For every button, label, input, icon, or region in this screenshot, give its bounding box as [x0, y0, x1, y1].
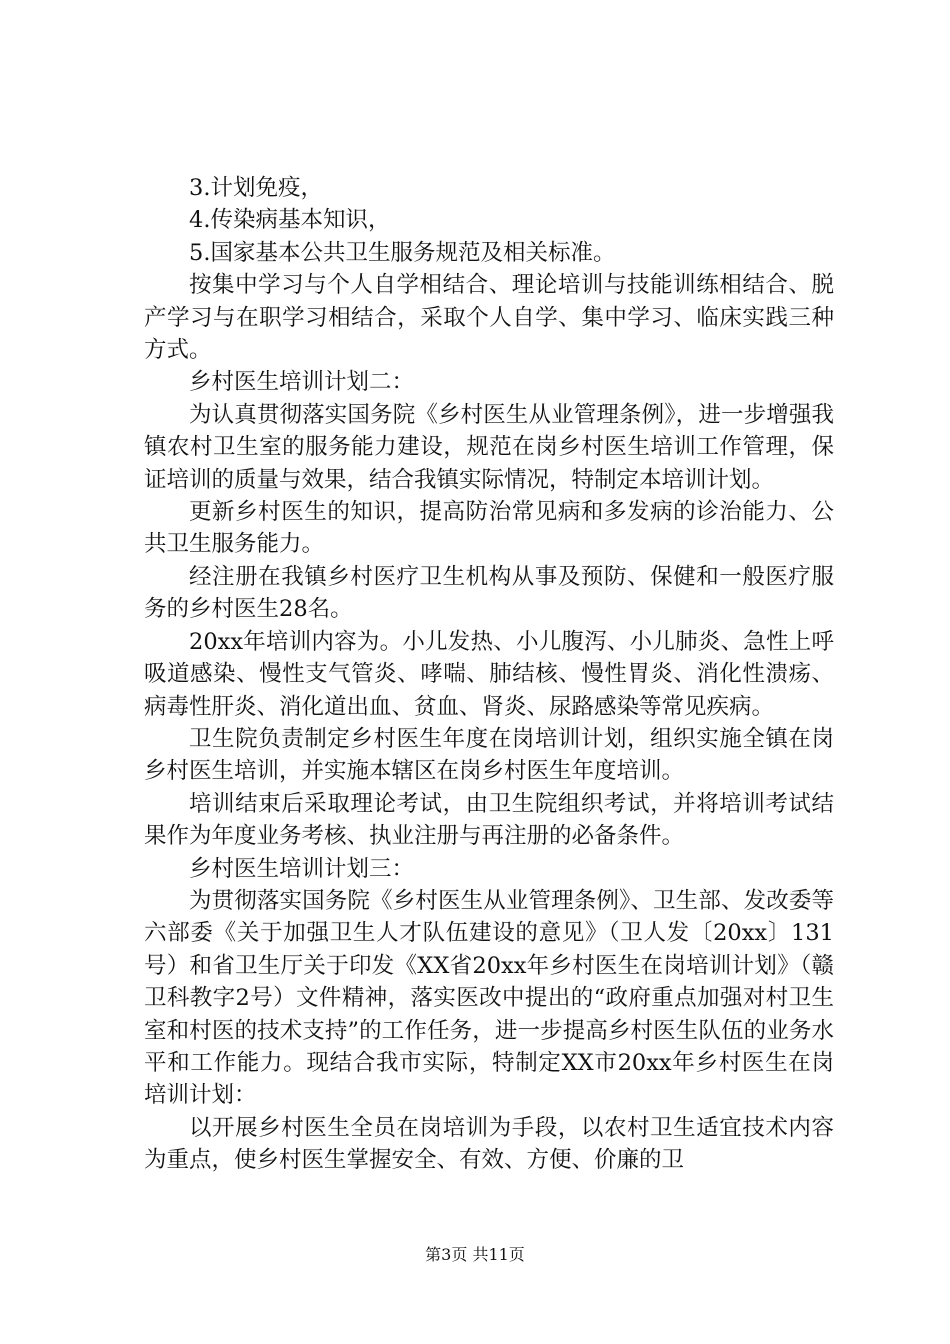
section-heading-plan-3: 乡村医生培训计划三： — [189, 855, 415, 882]
page-number-footer: 第3页 共11页 — [425, 1245, 525, 1264]
paragraph-13: 为贯彻落实国务院《乡村医生从业管理条例》、卫生部、发改委等六部委《关于加强卫生人才队伍建设的意见》（卫人发〔20xx〕131号）和省卫生厅关于印发《XX省20xx年乡村医生在岗培训计划》（赣卫科教字2号）文件精神，落实医改中提出的“政府重点加强对村卫生室和村医的技术支持”的工作任务，进一步提高乡村医生队伍的业务水平和工作能力。现结合我市实际，特制定XX市20xx年乡村医生在岗培训计划： — [144, 887, 834, 1109]
paragraph-7: 更新乡村医生的知识，提高防治常见病和多发病的诊治能力、公共卫生服务能力。 — [144, 499, 834, 558]
paragraph-3: 5.国家基本公共卫生服务规范及相关标准。 — [189, 239, 616, 266]
paragraph-6: 为认真贯彻落实国务院《乡村医生从业管理条例》，进一步增强我镇农村卫生室的服务能力建设，规范在岗乡村医生培训工作管理，保证培训的质量与效果，结合我镇实际情况，特制定本培训计划。 — [144, 401, 834, 493]
paragraph-14: 以开展乡村医生全员在岗培训为手段，以农村卫生适宜技术内容为重点，使乡村医生掌握安全、有效、方便、价廉的卫 — [144, 1114, 834, 1174]
paragraph-8: 经注册在我镇乡村医疗卫生机构从事及预防、保健和一般医疗服务的乡村医生28名。 — [144, 563, 834, 623]
paragraph-4: 按集中学习与个人自学相结合、理论培训与技能训练相结合、脱产学习与在职学习相结合，采取个人自学、集中学习、临床实践三种方式。 — [144, 272, 834, 364]
paragraph-10: 卫生院负责制定乡村医生年度在岗培训计划，组织实施全镇在岗乡村医生培训，并实施本辖区在岗乡村医生年度培训。 — [144, 725, 834, 785]
paragraph-1: 3.计划免疫， — [189, 175, 323, 201]
paragraph-11: 培训结束后采取理论考试，由卫生院组织考试，并将培训考试结果作为年度业务考核、执业注册与再注册的必备条件。 — [144, 790, 834, 850]
paragraph-9: 20xx年培训内容为。小儿发热、小儿腹泻、小儿肺炎、急性上呼吸道感染、慢性支气管炎、哮喘、肺结核、慢性胃炎、消化性溃疡、病毒性肝炎、消化道出血、贫血、肾炎、尿路感染等常见疾病。 — [144, 628, 834, 720]
document-body — [144, 172, 834, 1177]
paragraph-2: 4.传染病基本知识， — [189, 207, 391, 234]
section-heading-plan-2: 乡村医生培训计划二： — [189, 369, 415, 396]
